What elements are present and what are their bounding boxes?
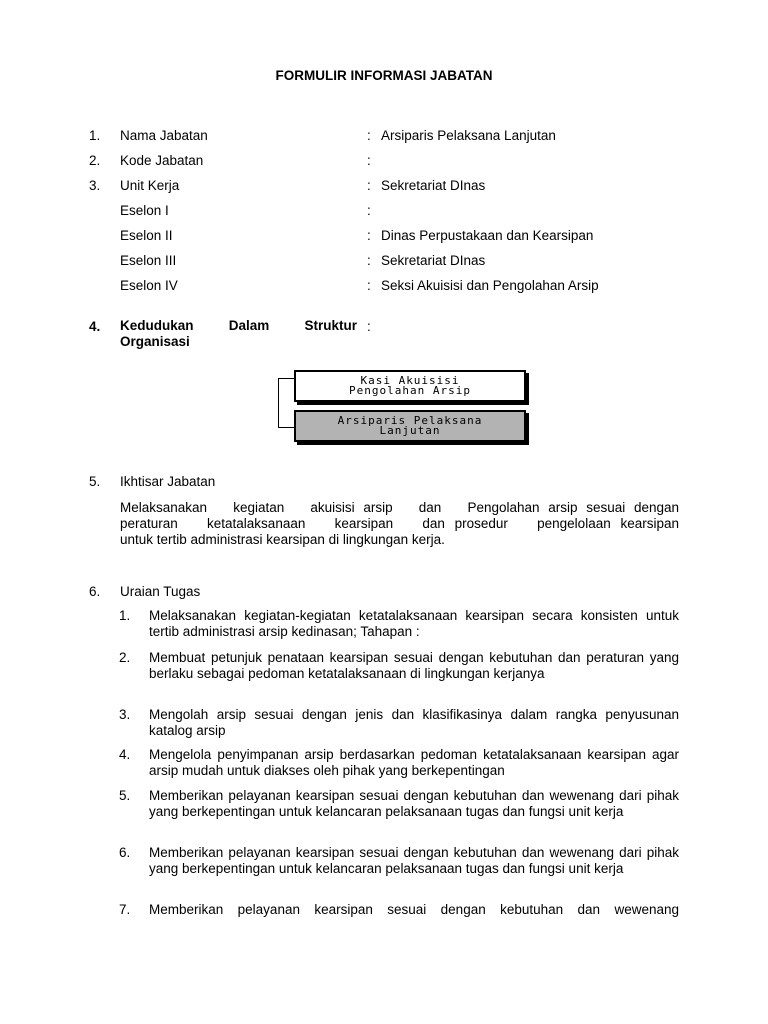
task-number: 3.	[119, 707, 131, 722]
section-number: 4.	[89, 319, 101, 334]
task-number: 1.	[119, 608, 131, 623]
field-value: Sekretariat DInas	[381, 178, 486, 193]
task-text: Membuat petunjuk penataan kearsipan sesuai dengan kebutuhan dan peraturan yang berlaku sebagai pedoman ketatalaksanaan di lingkungan kerjanya	[149, 650, 679, 681]
field-colon: :	[367, 253, 371, 268]
field-label: Eselon II	[120, 228, 173, 243]
task-number: 5.	[119, 788, 131, 803]
field-label: Unit Kerja	[120, 178, 180, 193]
ikhtisar-line: untuk tertib administrasi kearsipan di lingkungan kerja.	[120, 532, 445, 547]
org-chart-connector	[278, 378, 295, 428]
org-child-line2: Lanjutan	[379, 424, 441, 437]
field-unit-kerja	[0, 178, 768, 196]
field-eselon-2	[0, 228, 768, 246]
field-label: Eselon IV	[120, 278, 178, 293]
section-number: 6.	[89, 584, 101, 599]
field-kode-jabatan	[0, 153, 768, 171]
field-value: Sekretariat DInas	[381, 253, 486, 268]
task-text: Mengolah arsip sesuai dengan jenis dan klasifikasinya dalam rangka penyusunan katalog arsip	[149, 707, 679, 738]
ikhtisar-line: Melaksanakan kegiatan akuisisi arsip dan Pengolahan arsip sesuai dengan	[120, 500, 679, 515]
field-eselon-4	[0, 278, 768, 296]
field-eselon-1	[0, 203, 768, 221]
task-number: 4.	[119, 747, 131, 762]
field-label: Kode Jabatan	[120, 153, 204, 168]
field-colon: :	[367, 203, 371, 218]
field-colon: :	[367, 178, 371, 193]
org-parent-line1: Kasi Akuisisi	[360, 374, 460, 387]
org-chart-parent-box	[294, 370, 526, 402]
task-text: Memberikan pelayanan kearsipan sesuai dengan kebutuhan dan wewenang dari pihak yang berkepentingan untuk kelancaran pelaksanaan tugas dan fungsi unit kerja	[149, 845, 679, 876]
ikhtisar-text	[120, 500, 679, 548]
section-kedudukan	[0, 319, 768, 337]
kedudukan-label-line2: Organisasi	[120, 334, 190, 349]
kedudukan-label-line1: Kedudukan Dalam Struktur	[120, 318, 357, 333]
field-colon: :	[367, 278, 371, 293]
section-title: Ikhtisar Jabatan	[120, 474, 216, 489]
section-number: 5.	[89, 474, 101, 489]
org-chart-child-box	[294, 410, 526, 442]
task-number: 7.	[119, 902, 131, 917]
section-uraian-tugas	[0, 584, 768, 602]
field-number: 1.	[89, 128, 101, 143]
section-kedudukan-label	[120, 318, 357, 350]
task-text: Memberikan pelayanan kearsipan sesuai dengan kebutuhan dan wewenang	[149, 902, 679, 917]
field-colon: :	[367, 128, 371, 143]
field-label: Eselon I	[120, 203, 169, 218]
field-colon: :	[367, 228, 371, 243]
task-text: Melaksanakan kegiatan-kegiatan ketatalaksanaan kearsipan secara konsisten untuk tertib administrasi arsip kedinasan; Tahapan :	[149, 608, 679, 639]
form-title: FORMULIR INFORMASI JABATAN	[275, 68, 493, 83]
field-nama-jabatan	[0, 128, 768, 146]
field-label: Nama Jabatan	[120, 128, 208, 143]
org-parent-line2: Pengolahan Arsip	[349, 384, 471, 397]
field-value: Seksi Akuisisi dan Pengolahan Arsip	[381, 278, 599, 293]
field-number: 2.	[89, 153, 101, 168]
section-title: Uraian Tugas	[120, 584, 201, 599]
field-label: Eselon III	[120, 253, 177, 268]
section-ikhtisar	[0, 474, 768, 492]
field-value: Dinas Perpustakaan dan Kearsipan	[381, 228, 594, 243]
section-colon: :	[367, 319, 371, 334]
field-colon: :	[367, 153, 371, 168]
task-text: Memberikan pelayanan kearsipan sesuai dengan kebutuhan dan wewenang dari pihak yang berkepentingan untuk kelancaran pelaksanaan tugas dan fungsi unit kerja	[149, 788, 679, 819]
ikhtisar-line: peraturan ketatalaksanaan kearsipan dan prosedur pengelolaan kearsipan	[120, 516, 679, 531]
field-eselon-3	[0, 253, 768, 271]
task-number: 2.	[119, 650, 131, 665]
field-value: Arsiparis Pelaksana Lanjutan	[381, 128, 556, 143]
task-number: 6.	[119, 845, 131, 860]
field-number: 3.	[89, 178, 101, 193]
task-text: Mengelola penyimpanan arsip berdasarkan pedoman ketatalaksanaan kearsipan agar arsip mudah untuk diakses oleh pihak yang berkepentingan	[149, 747, 679, 778]
org-child-line1: Arsiparis Pelaksana	[337, 414, 483, 427]
